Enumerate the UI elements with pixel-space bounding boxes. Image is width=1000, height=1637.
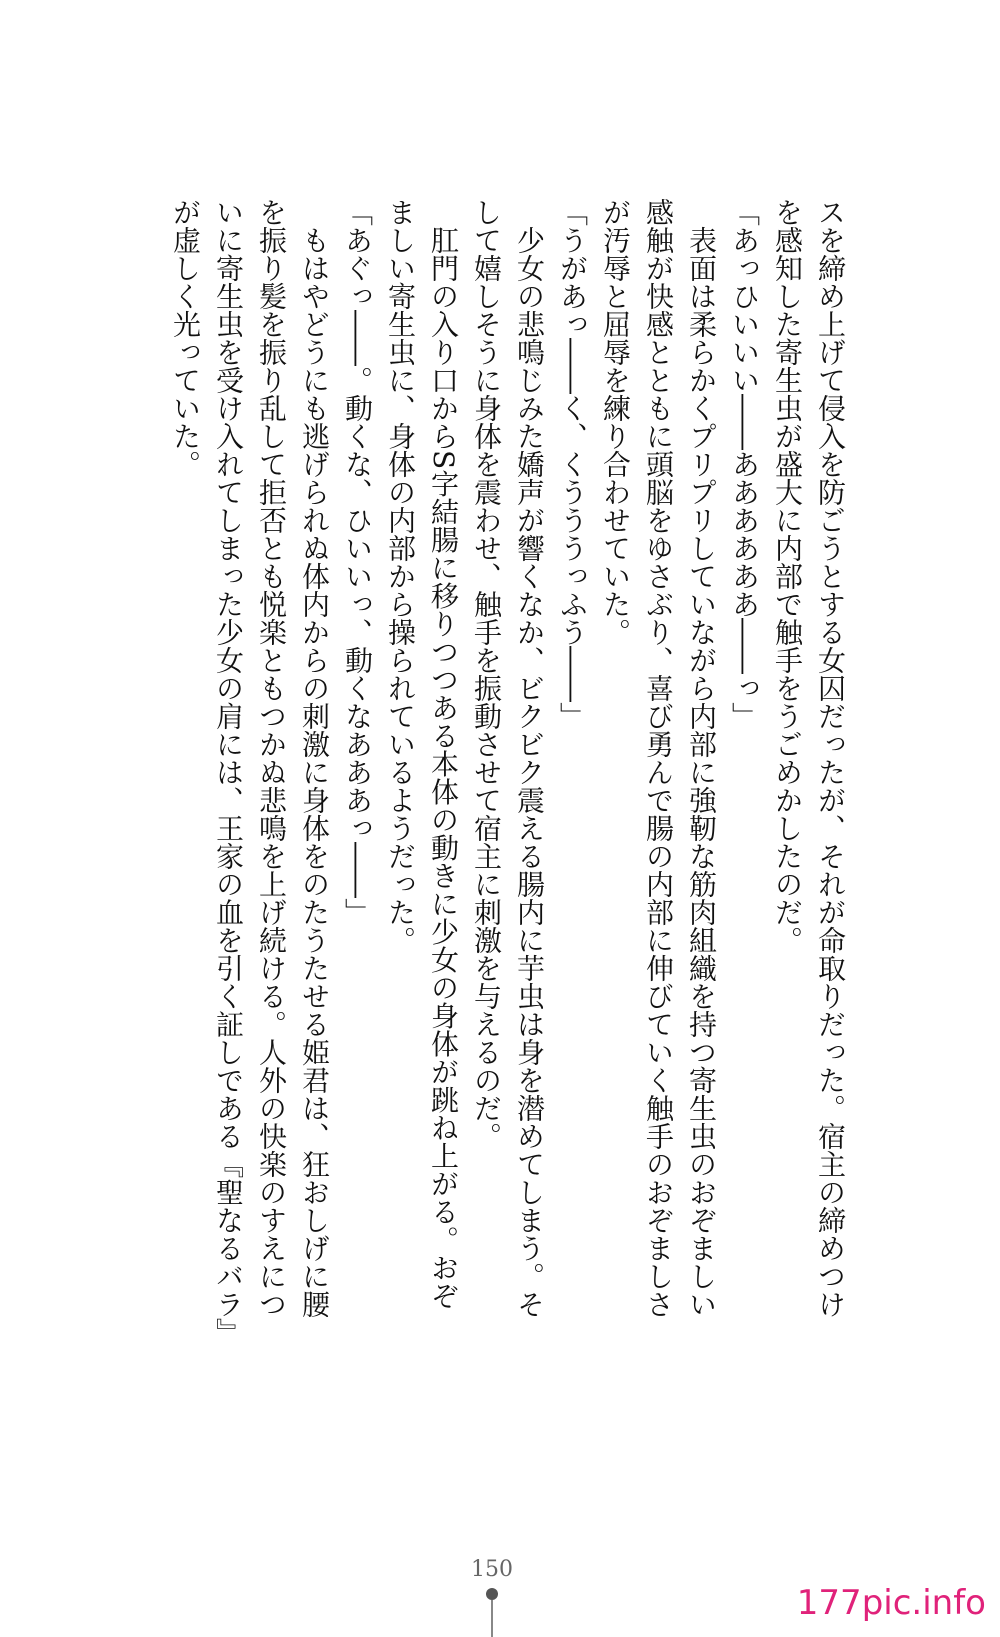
body-text bbox=[164, 198, 852, 1346]
watermark: 177pic.info bbox=[796, 1583, 986, 1623]
text-line: いに寄生虫を受け入れてしまった少女の肩には、王家の血を引く証しである『聖なるバラ』 bbox=[212, 198, 245, 1346]
text-line: 感触が快感とともに頭脳をゆさぶり、喜び勇んで腸の内部に伸びていく触手のおぞましさ bbox=[642, 198, 675, 1318]
text-line: ましい寄生虫に、身体の内部から操られているようだった。 bbox=[384, 198, 417, 954]
text-line: 「あぐっ――。動くな、ひいいっ、動くなあああっ――」 bbox=[341, 198, 374, 926]
page-marker-dot bbox=[486, 1588, 498, 1600]
text-line: 肛門の入り口からS字結腸に移りつつある本体の動きに少女の身体が跳ね上がる。おぞ bbox=[427, 226, 460, 1310]
text-line: 表面は柔らかくプリプリしていながら内部に強靭な筋肉組織を持つ寄生虫のおぞましい bbox=[685, 226, 718, 1318]
text-line: もはやどうにも逃げられぬ体内からの刺激に身体をのたうたせる姫君は、狂おしげに腰 bbox=[298, 226, 331, 1318]
page-number: 150 bbox=[471, 1557, 513, 1582]
text-line: を感知した寄生虫が盛大に内部で触手をうごめかしたのだ。 bbox=[771, 198, 804, 954]
text-line: 「あっひいいい――ああああああ――っ」 bbox=[728, 198, 761, 730]
text-line: スを締め上げて侵入を防ごうとする女囚だったが、それが命取りだった。宿主の締めつけ bbox=[814, 198, 847, 1318]
text-line: 「うがあっ――く、くうううっふう――」 bbox=[556, 198, 589, 730]
page-marker-line bbox=[491, 1600, 493, 1637]
text-line: が汚辱と屈辱を練り合わせていた。 bbox=[599, 198, 632, 646]
text-line: が虚しく光っていた。 bbox=[169, 198, 202, 478]
text-line: 少女の悲鳴じみた嬌声が響くなか、ビクビク震える腸内に芋虫は身を潜めてしまう。そ bbox=[513, 226, 546, 1318]
text-line: して嬉しそうに身体を震わせ、触手を振動させて宿主に刺激を与えるのだ。 bbox=[470, 198, 503, 1150]
text-line: を振り髪を振り乱して拒否とも悦楽ともつかぬ悲鳴を上げ続ける。人外の快楽のすえにつ bbox=[255, 198, 288, 1318]
